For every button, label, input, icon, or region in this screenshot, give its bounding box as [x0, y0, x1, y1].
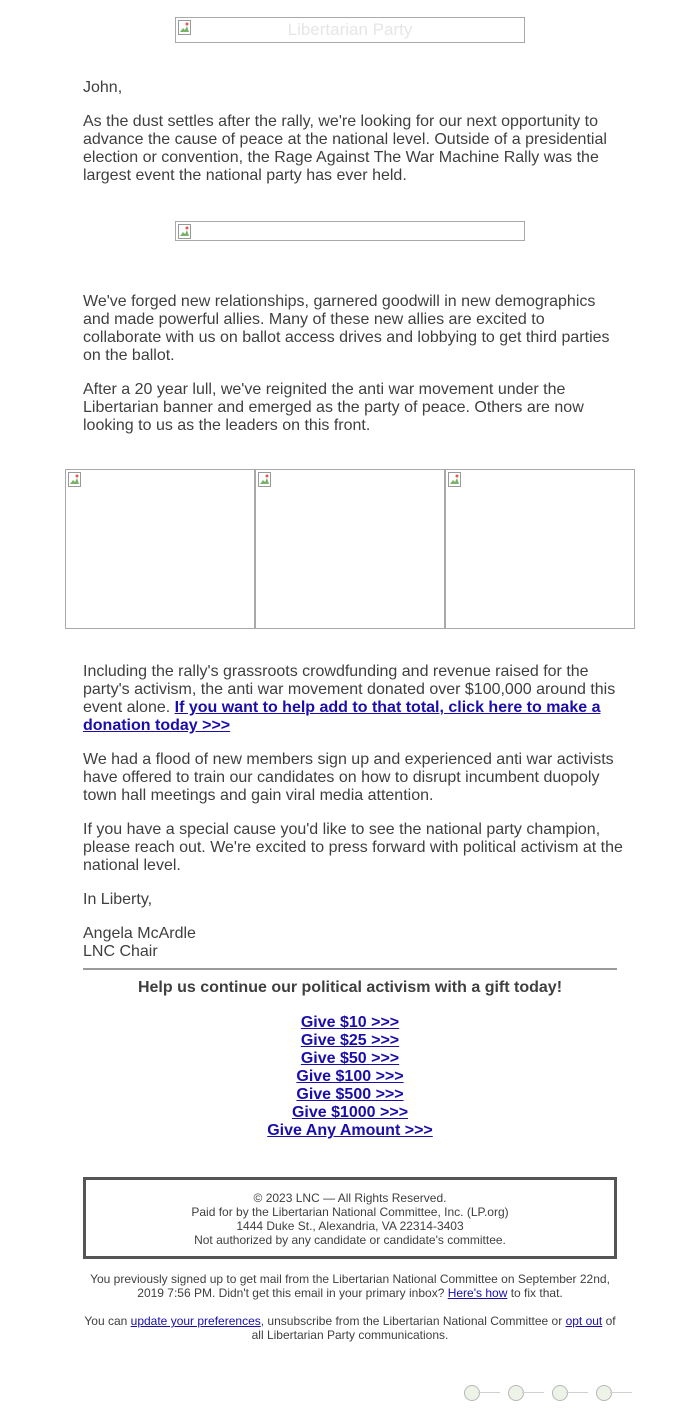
closing: In Liberty,: [83, 891, 153, 908]
facebook-icon[interactable]: [464, 1383, 502, 1401]
paragraph-5: We had a flood of new members sign up and experienced anti war activists have offered to train our candidates on how to disrupt incumbent duopoly town hall meetings and gain viral media attention.: [83, 751, 614, 804]
paragraph-4-text: Including the rally's grassroots crowdfunding and revenue raised for the party's activism, the anti war movement donated over $100,000 around this event alone.: [83, 663, 616, 716]
youtube-icon[interactable]: [596, 1383, 634, 1401]
signer-name: Angela McArdle: [83, 925, 196, 942]
give-links: [0, 1014, 700, 1140]
paragraph-3: After a 20 year lull, we've reignited the anti war movement under the Libertarian banner and emerged as the party of peace. Others are now looking to us as the leaders on this front.: [83, 381, 584, 434]
mailing-address: 1444 Duke St., Alexandria, VA 22314-3403: [236, 1219, 464, 1233]
paragraph-6: If you have a special cause you'd like to see the national party champion, please reach out. We're excited to press forward with political activism at the national level.: [83, 821, 623, 874]
signup-notice: [80, 1272, 620, 1300]
update-preferences-link[interactable]: update your preferences: [130, 1314, 261, 1328]
rally-photo-3: [445, 469, 635, 629]
give-any-amount-link[interactable]: Give Any Amount >>>: [267, 1122, 433, 1139]
paragraph-2: We've forged new relationships, garnered goodwill in new demographics and made powerful allies. Many of these new allies are excited to collaborate with us on ballot access drives and lobbying to get third parties on the ballot.: [83, 293, 610, 364]
copyright: © 2023 LNC — All Rights Reserved.: [253, 1191, 447, 1205]
paragraph-1: As the dust settles after the rally, we're looking for our next opportunity to advance the cause of peace at the national level. Outside of a presidential election or convention, the Rage Against The War Machine Rally was the largest event the national party has ever held.: [83, 113, 607, 184]
broken-image-icon: [448, 472, 462, 488]
donate-today-link[interactable]: If you want to help add to that total, click here to make a donation today >>>: [83, 699, 601, 734]
twitter-icon[interactable]: [508, 1383, 546, 1401]
rally-photo-1: [65, 469, 255, 629]
give-1000-link[interactable]: Give $1000 >>>: [291, 1104, 409, 1121]
social-icons: [464, 1383, 640, 1401]
logo-alt-text: Libertarian Party: [287, 20, 413, 39]
logo-image[interactable]: [175, 17, 525, 43]
give-100-link[interactable]: Give $100 >>>: [296, 1068, 404, 1085]
legal-footer-box: [83, 1177, 617, 1259]
signup-text: You previously signed up to get mail from the Libertarian National Committee on September 22nd, 2019 7:56 PM. Didn't get this email in your primary inbox?: [90, 1272, 610, 1300]
give-500-link[interactable]: Give $500 >>>: [296, 1086, 404, 1103]
instagram-icon[interactable]: [552, 1383, 590, 1401]
prefs-tail: of all Libertarian Party communications.: [251, 1314, 616, 1342]
donate-heading: Help us continue our political activism with a gift today!: [137, 979, 563, 996]
give-25-link[interactable]: Give $25 >>>: [300, 1032, 400, 1049]
prefs-mid: , unsubscribe from the Libertarian National Committee or: [260, 1314, 566, 1328]
opt-out-link[interactable]: opt out: [565, 1314, 603, 1328]
banner-image: [175, 221, 525, 241]
divider: [83, 968, 617, 970]
paid-for-by: Paid for by the Libertarian National Committee, Inc. (LP.org): [191, 1205, 509, 1219]
signer-title: LNC Chair: [83, 943, 158, 960]
broken-image-icon: [68, 472, 82, 488]
rally-photo-2: [255, 469, 445, 629]
disclaimer: Not authorized by any candidate or candidate's committee.: [194, 1233, 506, 1247]
prefs-pre: You can: [84, 1314, 131, 1328]
paragraph-4: [83, 663, 623, 735]
preferences-notice: [80, 1314, 620, 1342]
signup-tail: to fix that.: [507, 1286, 563, 1300]
give-50-link[interactable]: Give $50 >>>: [300, 1050, 400, 1067]
heres-how-link[interactable]: Here's how: [447, 1286, 508, 1300]
broken-image-icon: [258, 472, 272, 488]
greeting: John,: [83, 79, 123, 96]
give-10-link[interactable]: Give $10 >>>: [300, 1014, 400, 1031]
broken-image-icon: [178, 224, 192, 240]
